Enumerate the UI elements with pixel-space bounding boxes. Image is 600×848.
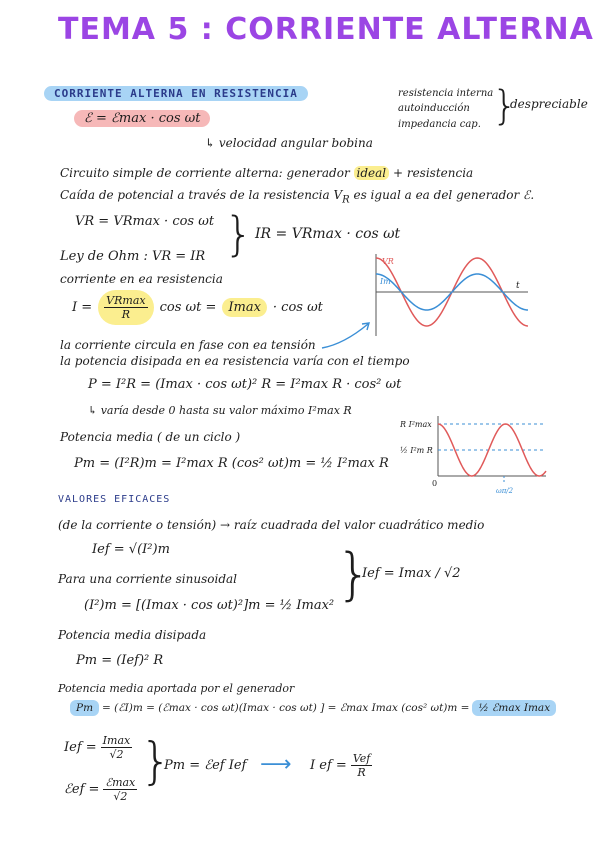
current-lhs: I =	[72, 300, 93, 315]
vr-axis-label: VR	[382, 257, 394, 266]
final-brace: }	[140, 732, 172, 790]
im-axis-label: Im	[380, 277, 391, 286]
current-den: R	[121, 308, 131, 321]
neglect-brace: }	[492, 83, 518, 129]
ohm-brace: }	[224, 207, 254, 261]
supplied-label: Potencia media aportada por el generador	[58, 682, 295, 695]
current-mid: cos ωt =	[159, 300, 217, 315]
dissipated-label: Potencia media disipada	[58, 628, 207, 642]
ief-frac-num: Imax	[102, 734, 131, 747]
ohm-formula: Ley de Ohm : VR = IR	[60, 249, 206, 264]
power-zero-label: 0	[432, 479, 438, 488]
angular-velocity-note: ↳ velocidad angular bobina	[205, 136, 373, 150]
section-heading-eficaces: VALORES EFICACES	[58, 494, 171, 505]
phase-line: la corriente circula en fase con ea tensión	[60, 338, 316, 352]
mean-power-label: Potencia media ( de un ciclo )	[60, 430, 241, 444]
eficaces-intro: (de la corriente o tensión) → raíz cuadrada del valor cuadrático medio	[58, 518, 485, 532]
supplied-formula	[70, 700, 556, 716]
section-heading-resistencia: CORRIENTE ALTERNA EN RESISTENCIA	[44, 86, 308, 101]
final-arrow: ⟶	[260, 752, 292, 777]
power-top-label: R I²max	[400, 420, 432, 429]
power-note: ↳ varía desde 0 hasta su valor máximo I²max R	[88, 404, 352, 417]
ief-definition: Ief = √(I²)m	[92, 542, 170, 557]
ief-final-frac	[351, 752, 373, 779]
circuit-line-pre: Circuito simple de corriente alterna: generador	[60, 166, 350, 180]
eef-frac-num: ℰmax	[105, 776, 136, 789]
supplied-pm: Pm	[70, 700, 99, 716]
ief-final-den: R	[357, 766, 366, 779]
eficaces-brace: }	[336, 542, 372, 607]
pm-final: Pm = ℰef Ief	[164, 758, 247, 773]
circuit-line	[60, 166, 473, 180]
current-label: corriente en ea resistencia	[60, 272, 223, 286]
power-formula: P = I²R = (Imax · cos ωt)² R = I²max R · cos² ωt	[88, 377, 402, 392]
ief-frac-lhs: Ief =	[64, 740, 97, 755]
drop-line-sub: R	[342, 194, 350, 206]
eef-frac	[103, 776, 137, 803]
sinus-label: Para una corriente sinusoidal	[58, 572, 237, 586]
drop-line-text: Caída de potencial a través de la resistencia V	[60, 188, 343, 202]
ir-formula: IR = VRmax · cos ωt	[255, 226, 401, 242]
drop-line	[60, 188, 534, 205]
eef-frac-den: √2	[113, 790, 128, 803]
current-imax: Imax	[222, 298, 267, 317]
ief-result: Ief = Imax / √2	[362, 566, 461, 581]
ief-frac-den: √2	[109, 748, 124, 761]
current-formula	[72, 290, 323, 325]
sinus-formula: (I²)m = [(Imax · cos ωt)²]m = ½ Imax²	[84, 598, 335, 613]
current-fraction	[98, 290, 153, 325]
neglect-item-2: autoinducción	[398, 103, 470, 114]
circuit-line-post: + resistencia	[392, 166, 474, 180]
dissipated-formula: Pm = (Ief)² R	[76, 653, 164, 668]
ief-fraction-block	[64, 734, 132, 761]
ideal-highlight: ideal	[354, 166, 390, 180]
current-end: · cos ωt	[272, 300, 323, 315]
page-title: TEMA 5 : CORRIENTE ALTERNA	[58, 12, 594, 47]
power-xtick-label: ωπ/2	[496, 487, 514, 495]
t-axis-label: t	[516, 281, 520, 291]
phase-arrow	[318, 318, 374, 352]
ief-final-lhs: I ef =	[310, 758, 347, 773]
phase-chart	[372, 252, 532, 338]
neglect-item-1: resistencia interna	[398, 88, 494, 99]
vr-formula: VR = VRmax · cos ωt	[75, 214, 215, 229]
emf-formula: ℰ = ℰmax · cos ωt	[74, 110, 210, 127]
supplied-result: ½ ℰmax Imax	[472, 700, 556, 716]
ief-final-block	[310, 752, 372, 779]
eef-fraction-block	[64, 776, 137, 803]
supplied-expression: = (ℰI)m = (ℰmax · cos ωt)(Imax · cos ωt) ] = ℰmax Imax (cos² ωt)m =	[102, 702, 470, 714]
eef-frac-lhs: ℰef =	[64, 782, 100, 797]
power-chart	[400, 414, 550, 500]
ief-frac	[101, 734, 133, 761]
power-line: la potencia disipada en ea resistencia varía con el tiempo	[60, 354, 410, 368]
power-mid-label: ½ I²m R	[400, 446, 433, 455]
drop-line-end: es igual a ea del generador ℰ.	[353, 188, 535, 202]
current-num: VRmax	[106, 294, 146, 307]
neglect-item-3: impedancia cap.	[398, 119, 481, 130]
ief-final-num: Vef	[352, 752, 371, 765]
neglect-label: despreciable	[510, 97, 588, 111]
mean-power-formula: Pm = (I²R)m = I²max R (cos² ωt)m = ½ I²max R	[74, 456, 389, 471]
